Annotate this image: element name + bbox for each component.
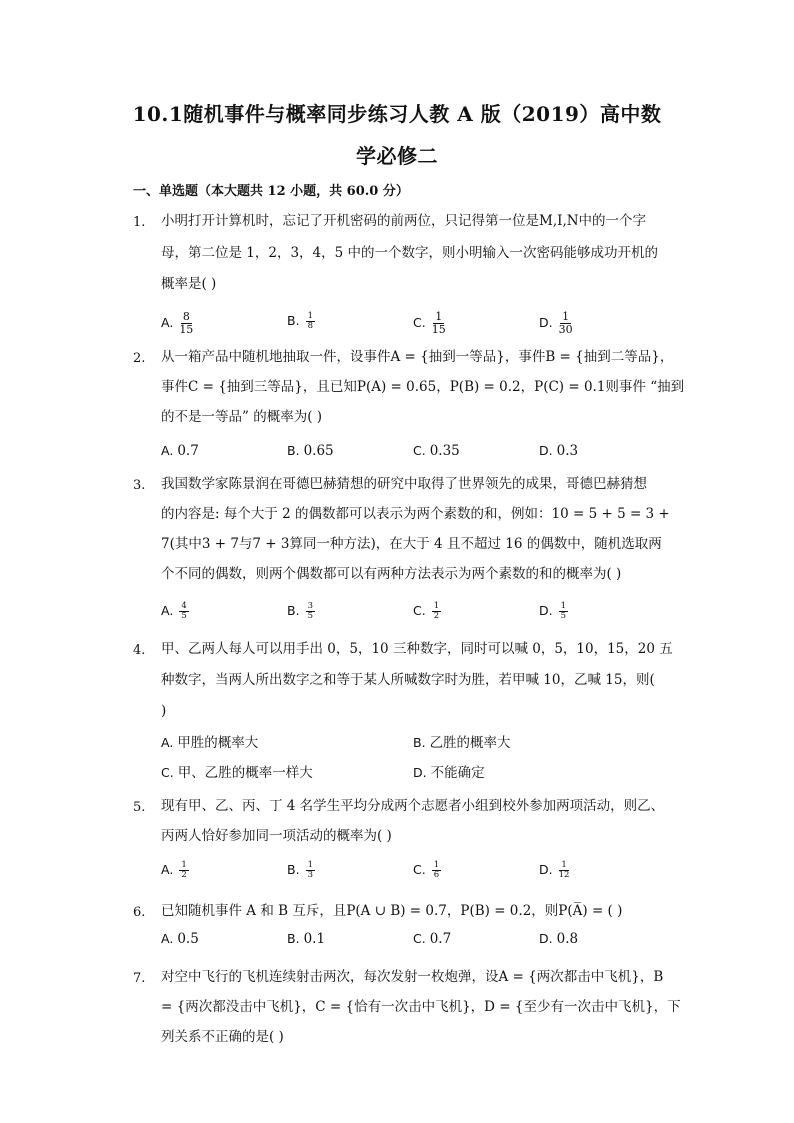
option-b[interactable]	[287, 601, 315, 621]
option-a[interactable]	[161, 860, 189, 880]
option-text: 0.1	[303, 931, 326, 947]
option-d[interactable]	[539, 929, 578, 949]
question-text-line: 个不同的偶数，则两个偶数都可以有两种方法表示为两个素数的和的概率为( )	[161, 566, 622, 582]
question-text-line: 概率是( )	[161, 276, 217, 292]
option-c[interactable]	[413, 601, 441, 621]
option-text: 0.5	[177, 931, 199, 947]
option-label: B.	[287, 313, 300, 328]
option-a[interactable]	[161, 441, 199, 461]
option-label: B.	[287, 603, 300, 618]
option-label: D.	[539, 603, 553, 618]
option-text: 0.3	[556, 443, 579, 459]
option-label: C.	[413, 603, 426, 618]
question-text-line: 种数字，当两人所出数字之和等于某人所喊数字时为胜，若甲喊 10，乙喊 15，则(	[161, 672, 655, 688]
option-a[interactable]	[161, 601, 189, 621]
option-label: C.	[413, 862, 426, 877]
question-number: 6.	[133, 905, 146, 920]
question-text-line: 母，第二位是 1，2，3，4，5 中的一个数字，则小明输入一次密码能够成功开机的	[161, 245, 659, 261]
question-number: 4.	[133, 643, 146, 658]
option-a[interactable]	[161, 311, 193, 336]
fraction: $\frac{1}{6}$	[433, 860, 440, 880]
option-text: 0.7	[177, 443, 199, 459]
option-label: D.	[539, 862, 553, 877]
option-text: 甲胜的概率大	[177, 735, 259, 751]
option-text: 0.7	[429, 931, 452, 947]
question-text-line: 小明打开计算机时，忘记了开机密码的前两位，只记得第一位是M,I,N中的一个字	[161, 213, 647, 229]
fraction: $\frac{1}{3}$	[307, 860, 313, 880]
option-b[interactable]	[287, 860, 315, 880]
option-c[interactable]	[413, 860, 441, 880]
option-label: A.	[161, 603, 174, 618]
option-label: A.	[161, 443, 174, 458]
question-text-line: 的不是一等品” 的概率为( )	[161, 409, 323, 425]
fraction: $\frac{1}{12}$	[558, 860, 570, 880]
question-number: 7.	[133, 971, 146, 986]
page-title-line2: 学必修二	[356, 144, 438, 168]
option-label: D.	[413, 765, 427, 780]
question-text-line: 从一箱产品中随机地抽取一件，设事件A = {抽到一等品}，事件B = {抽到二等品}，	[161, 349, 674, 365]
option-text: 乙胜的概率大	[429, 735, 511, 751]
question-text-line: 对空中飞行的飞机连续射击两次，每次发射一枚炮弹，设A = {两次都击中飞机}，B	[161, 969, 664, 985]
page-title-line1: 10.1随机事件与概率同步练习人教 A 版（2019）高中数	[132, 102, 662, 126]
fraction: $\frac{1}{8}$	[307, 311, 313, 331]
question-text-line: = {两次都没击中飞机}，C = {恰有一次击中飞机}，D = {至少有一次击中飞机}，下	[161, 999, 681, 1015]
option-b[interactable]	[287, 441, 334, 461]
fraction: $\frac{1}{30}$	[558, 310, 573, 336]
option-d[interactable]	[539, 441, 578, 461]
fraction: $\frac{8}{15}$	[179, 310, 194, 336]
question-text-line: 现有甲、乙、丙、丁 4 名学生平均分成两个志愿者小组到校外参加两项活动，则乙、	[161, 798, 665, 814]
option-c[interactable]	[413, 441, 460, 461]
question-text-line: 的内容是: 每个大于 2 的偶数都可以表示为两个素数的和，例如：10 = 5 + 5 = 3 +	[161, 506, 670, 522]
question-text-line: 7(其中3 + 7与7 + 3算同一种方法)，在大于 4 且不超过 16 的偶数中，随机选取两	[161, 536, 662, 552]
fraction: $\frac{4}{5}$	[181, 601, 187, 621]
option-b[interactable]	[287, 929, 325, 949]
section-header: 一、单选题（本大题共 12 小题，共 60.0 分）	[133, 184, 409, 199]
option-d[interactable]	[539, 860, 569, 880]
fraction: $\frac{1}{15}$	[431, 310, 446, 336]
option-c[interactable]	[161, 763, 313, 783]
fraction: $\frac{1}{2}$	[433, 601, 440, 621]
option-text: 0.65	[303, 443, 334, 459]
option-b[interactable]	[413, 733, 511, 753]
option-label: C.	[413, 931, 426, 946]
option-text: 不能确定	[430, 765, 485, 781]
option-a[interactable]	[161, 929, 199, 949]
option-label: A.	[161, 931, 174, 946]
question-text-line: 已知随机事件 A 和 B 互斥，且P(A ∪ B) = 0.7，P(B) = 0.2，则P(A̅) = ( )	[161, 903, 623, 919]
option-label: D.	[539, 443, 553, 458]
option-label: B.	[287, 931, 300, 946]
option-label: D.	[539, 931, 553, 946]
option-label: C.	[413, 315, 426, 330]
option-c[interactable]	[413, 311, 446, 336]
option-a[interactable]	[161, 733, 258, 753]
option-label: C.	[413, 443, 426, 458]
question-text-line: 丙两人恰好参加同一项活动的概率为( )	[161, 828, 392, 844]
option-label: A.	[161, 315, 174, 330]
question-number: 3.	[133, 478, 146, 493]
option-label: B.	[287, 443, 300, 458]
fraction: $\frac{1}{5}$	[560, 601, 567, 621]
fraction: $\frac{3}{5}$	[307, 601, 313, 621]
option-text: 0.8	[556, 931, 579, 947]
option-label: C.	[161, 765, 174, 780]
question-number: 2.	[133, 351, 146, 366]
option-c[interactable]	[413, 929, 451, 949]
option-text: 甲、乙胜的概率一样大	[177, 765, 313, 781]
option-label: A.	[161, 735, 174, 750]
option-b[interactable]	[287, 311, 315, 331]
option-label: D.	[539, 315, 553, 330]
option-d[interactable]	[413, 763, 485, 783]
option-label: A.	[161, 862, 174, 877]
question-text-line: 我国数学家陈景润在哥德巴赫猜想的研究中取得了世界领先的成果，哥德巴赫猜想	[161, 476, 647, 492]
question-text-line: 事件C = {抽到三等品}，且已知P(A) = 0.65，P(B) = 0.2，P(C) = 0.1则事件 “抽到	[161, 379, 685, 395]
question-number: 5.	[133, 800, 146, 815]
question-text-line: 列关系不正确的是( )	[161, 1029, 284, 1045]
option-label: B.	[413, 735, 426, 750]
question-number: 1.	[133, 215, 146, 230]
question-text-line: 甲、乙两人每人可以用手出 0，5，10 三种数字，同时可以喊 0，5，10，15，20 五	[161, 641, 673, 657]
option-text: 0.35	[429, 443, 460, 459]
question-text-line: )	[161, 703, 167, 719]
option-d[interactable]	[539, 601, 568, 621]
option-d[interactable]	[539, 311, 573, 336]
fraction: $\frac{1}{2}$	[181, 860, 187, 880]
option-label: B.	[287, 862, 300, 877]
